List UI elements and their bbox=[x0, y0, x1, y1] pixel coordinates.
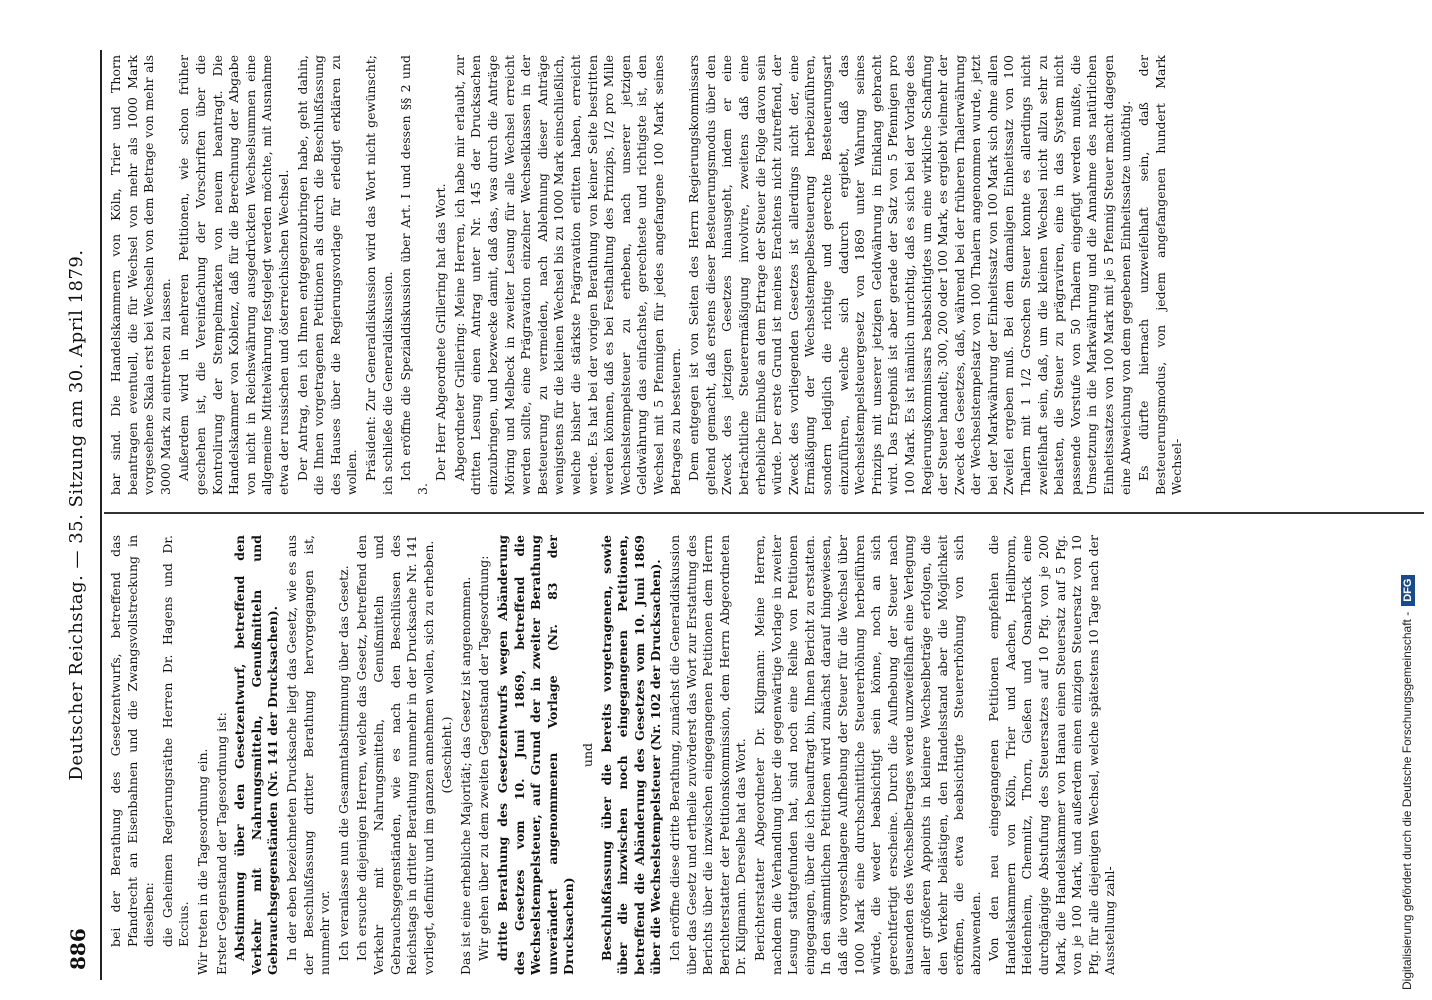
paragraph: Abstimmung über den Gesetzentwurf, betreffend den Verkehr mit Nahrungsmitteln, Genußmitteln und Gebrauchsgegenständen (Nr. 141 der Drucksachen). bbox=[232, 535, 281, 975]
paragraph: bei der Berathung des Gesetzentwurfs, betreffend das Pfandrecht an Eisenbahnen und die Zwangsvollstreckung in dieselben: bbox=[108, 535, 157, 947]
paragraph: Es dürfte hiernach unzweifelhaft sein, daß der Besteuerungsmodus, von jedem angefangenen hundert Mark Wechsel- bbox=[1136, 55, 1185, 495]
dfg-logo: DFG bbox=[1401, 575, 1415, 606]
column-divider bbox=[104, 513, 1424, 515]
paragraph: Dem entgegen ist von Seiten des Herrn Regierungskommissars geltend gemacht, daß erstens dieser Besteuerungsmodus über den Zweck des jetzigen Gesetzes hinausgeht, indem er eine beträchtliche Steuerermäßigung involvire, zweitens daß eine erhebliche Einbuße an dem Ertrage der Steuer die Folge davon sein würde. Der erste Grund ist meines Erachtens nicht zutreffend, der Zweck des vorliegenden Gesetzes ist allerdings nicht der, eine Ermäßigung der Wechselstempelbesteuerung herbeizuführen, sondern lediglich die richtige und gerechte Besteuerungsart einzuführen, welche sich dadurch ergiebt, daß das Wechselstempelsteuergesetz von 1869 unter Wahrung seines Prinzips mit unserer jetzigen Geldwährung in Einklang gebracht wird. Das Ergebniß ist aber gerade der Satz von 5 Pfennigen pro 100 Mark. Es ist nämlich unrichtig, daß es sich bei der Vorlage des Regierungskommissars beabsichtigtes um eine wirkliche Schaffung der Steuer handelt; 300, 200 oder 100 Mark, es ergiebt vielmehr der Zweck des Gesetzes, daß, während bei der früheren Thalerwährung der Wechselstempelsatz von 100 Thalern angenommen wurde, jetzt bei der Markwährung der Einheitssatz von 100 Mark sich ohne allen Zweifel ergeben muß. Bei dem damaligen Einheitssatz von 100 Thalern mit 1 1/2 Groschen Steuer konnte es allerdings nicht zweifelhaft sein, daß, um die kleinen Wechsel nicht allzu sehr zu belasten, die Steuer zu prägraviren, eine in das System nicht passende Vorstufe von 50 Thalern eingefügt werden mußte, die Umsetzung in die Markwährung und die Annahme des natürlichen Einheitssatzes von 100 Mark mit je 5 Pfennig Steuer macht dagegen eine Abweichung von dem gegebenen Einheitssatze unnöthig. bbox=[686, 55, 1133, 495]
digitization-watermark bbox=[1400, 0, 1426, 990]
paragraph: Präsident: Zur Generaldiskussion wird das Wort nicht gewünscht; ich schließe die Generaldiskussion. bbox=[362, 55, 395, 495]
paragraph: Ich eröffne diese dritte Berathung, zunächst die Generaldiskussion über das Gesetz und ertheile zuvörderst das Wort zur Erstattung des Berichts über die inzwischen eingegangenen Petitionen dem Herrn Berichterstatter der Petitionskommission, dem Herrn Abgeordneten Dr. Kilgmann. Derselbe hat das Wort. bbox=[667, 535, 749, 975]
paragraph: Ich eröffne die Spezialdiskussion über Art. I und dessen §§ 2 und 3. bbox=[398, 55, 430, 495]
paragraph: Der Herr Abgeordnete Grillering hat das Wort. bbox=[433, 183, 449, 481]
paragraph: Abgeordneter Grillering: Meine Herren, ich habe mir erlaubt, zur dritten Lesung einen Antrag unter Nr. 145 der Drucksachen einzubringen, und bezwecke damit, daß das, was durch die Anträge Möring und Melbeck in zweiter Lesung für alle Wechsel erreicht werden sollte, eine Prägravation einzelner Wechselklassen in der Besteuerung zu vermeiden, nach Ablehnung dieser Anträge wenigstens für die kleinen Wechsel bis zu 1000 Mark einschließlich, welche bisher die stärkste Prägravation erlitten haben, erreicht werde. Es hat bei der vorigen Berathung von keiner Seite bestritten werden können, daß es bei Festhaltung des Prinzips, 1/2 pro Mille Wechselstempelsteuer zu erheben, nach unserer jetzigen Geldwährung das einfachste, gerechteste und richtigste ist, den Wechsel mit 5 Pfennigen für jedes angefangene 100 Mark seines Betrages zu besteuern. bbox=[451, 55, 683, 495]
right-column bbox=[108, 55, 1418, 495]
rotated-newspaper-page bbox=[60, 50, 1430, 980]
paragraph: dritte Berathung des Gesetzentwurfs wegen Abänderung des Gesetzes vom 10. Juni 1869, betreffend die Wechselstempelsteuer, auf Grund der in zweiter Berathung unverändert angenommenen Vorlage (Nr. 83 der Drucksachen) bbox=[495, 535, 577, 975]
paragraph: In der eben bezeichneten Drucksache liegt das Gesetz, wie es aus der Beschlußfassung dritter Berathung hervorgegangen ist, nunmehr vor. bbox=[283, 535, 333, 975]
page-title: Deutscher Reichstag. — 35. Sitzung am 30. April 1879. bbox=[66, 249, 87, 781]
page-number: 886 bbox=[66, 928, 90, 970]
paragraph: Das ist eine erhebliche Majorität; das Gesetz ist angenommen. bbox=[457, 576, 473, 975]
paragraph: (Geschieht.) bbox=[439, 716, 455, 794]
paragraph: Der Antrag, den ich Ihnen entgegenzubringen habe, geht dahin, die Ihnen vorgetragenen Petitionen als durch die Beschlußfassung des Hauses über die Regierungsvorlage für erledigt erklären zu wollen. bbox=[294, 55, 360, 495]
paragraph: Erster Gegenstand der Tagesordnung ist: bbox=[213, 712, 229, 975]
paragraph: und bbox=[580, 742, 596, 768]
paragraph: bar sind. Die Handelskammern von Köln, Trier und Thorn beantragen eventuell, die für Wechsel von mehr als 1000 Mark vorgesehene Skala erst bei Wechseln von dem Betrage von mehr als 3000 Mark zu eintreten zu lassen. bbox=[108, 55, 173, 495]
paragraph: Berichterstatter Abgeordneter Dr. Kilgmann: Meine Herren, nachdem die Verhandlung über die gegenwärtige Vorlage in zweiter Lesung stattgefunden hat, sind noch eine Reihe von Petitionen eingegangen, über die ich beauftragt bin, Ihnen Bericht zu erstatten. In den sämmtlichen Petitionen wird zunächst darauf hingewiesen, daß die vorgeschlagene Aufhebung der Steuer für die Wechsel über 1000 Mark eine durchschnittliche Steuererhöhung herbeiführen würde, die weder beabsichtigt sein könne, noch an sich gerechtfertigt erscheine. Durch die Aufhebung der Steuer nach tausenden des Wechselbetrages werde unzweifelhaft eine Verlegung aller größeren Appoints in kleinere Wechselbeträge erfolgen, die den Verkehr belästigen, den Handelsstand aber die Möglichkeit eröffnen, die etwa beabsichtigte Steuererhöhung von sich abzuwenden. bbox=[751, 535, 983, 975]
paragraph: Ich ersuche diejenigen Herren, welche das Gesetz, betreffend den Verkehr mit Nahrungsmitteln, Genußmitteln und Gebrauchsgegenständen, wie es nach den Beschlüssen des Reichstags in dritter Berathung nunmehr in der Drucksache Nr. 141 vorliegt, definitiv und im ganzen annehmen wollen, sich zu erheben. bbox=[354, 535, 436, 975]
header-rule bbox=[100, 50, 102, 980]
paragraph: Ich veranlasse nun die Gesammtabstimmung über das Gesetz. bbox=[335, 565, 351, 961]
paragraph: die Geheimen Regierungsräthe Herren Dr. Hagens und Dr. Eccius. bbox=[159, 535, 192, 947]
page-header bbox=[60, 50, 100, 980]
paragraph: Wir treten in die Tagesordnung ein. bbox=[194, 748, 210, 975]
paragraph: Beschlußfassung über die bereits vorgetragenen, sowie über die inzwischen noch eingegangenen Petitionen, betreffend die Abänderung des Gesetzes vom 10. Juni 1869 über die Wechselstempelsteuer (Nr. 102 der Drucksachen). bbox=[598, 535, 664, 975]
paragraph: Von den neu eingegangenen Petitionen empfehlen die Handelskammern von Köln, Trier und Aachen, Heilbronn, Heidenheim, Chemnitz, Thorn, Gießen und Osnabrück eine durchgängige Abstufung des Steuersatzes auf 10 Pfg. von je 200 Mark, die Handelskammer von Hanau einen Steuersatz auf 5 Pfg. von je 100 Mark, und außerdem einen einzigen Steuersatz von 10 Pfg. für alle diejenigen Wechsel, welche spätestens 10 Tage nach der Ausstellung zahl- bbox=[986, 535, 1118, 975]
watermark-text: Digitalisierung gefördert durch die Deutsche Forschungsgemeinschaft - bbox=[1400, 611, 1414, 990]
left-column bbox=[108, 535, 1418, 975]
paragraph: Außerdem wird in mehreren Petitionen, wie schon früher geschehen ist, die Vereinfachung der Vorschriften über die Kontrolirung der Stempelmarken von neuem beantragt. Die Handelskammer von Koblenz, daß für die Berechnung der Abgabe von nicht in Reichswährung ausgedrückten Wechselsummen eine allgemeine Mittelwährung festgelegt werden möchte, mit Ausnahme etwa der russischen und österreichischen Wechsel. bbox=[176, 55, 291, 495]
paragraph: Wir gehen über zu dem zweiten Gegenstand der Tagesordnung: bbox=[476, 555, 492, 961]
